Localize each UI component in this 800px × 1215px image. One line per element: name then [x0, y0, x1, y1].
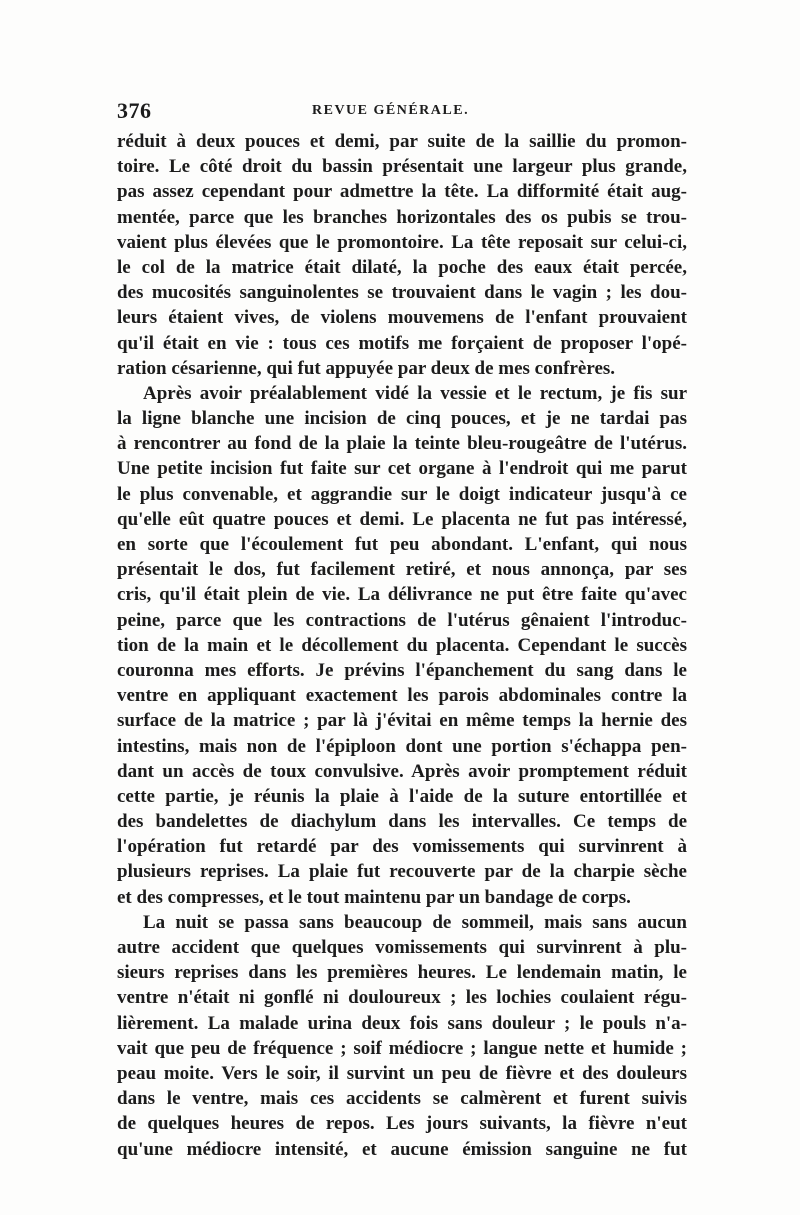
text-line: vaient plus élevées que le promontoire. La tête reposait sur celui-ci,: [117, 231, 687, 253]
paragraph-3: [117, 910, 687, 1162]
text-line: intestins, mais non de l'épiploon dont une portion s'échappa pen-: [117, 735, 687, 757]
running-head: REVUE GÉNÉRALE.: [312, 103, 470, 118]
text-line: vait que peu de fréquence ; soif médiocre ; langue nette et humide ;: [117, 1037, 687, 1059]
text-line: leurs étaient vives, de violens mouvemens de l'enfant prouvaient: [117, 307, 687, 329]
text-line: réduit à deux pouces et demi, par suite de la saillie du promon-: [117, 131, 687, 152]
text-line: à rencontrer au fond de la plaie la teinte bleu-rougeâtre de l'utérus.: [117, 433, 687, 455]
text-line: autre accident que quelques vomissements qui survinrent à plu-: [117, 937, 687, 958]
paragraph-2: [117, 381, 687, 910]
text-line: Après avoir préalablement vidé la vessie et le rectum, je fis sur: [143, 382, 687, 404]
page-number: 376: [117, 98, 152, 123]
text-line: l'opération fut retardé par des vomissements qui survinrent à: [117, 836, 687, 858]
text-line: qu'il était en vie : tous ces motifs me forçaient de proposer l'opé-: [117, 332, 687, 354]
text-line: en sorte que l'écoulement fut peu abondant. L'enfant, qui nous: [117, 534, 687, 555]
text-line: des bandelettes de diachylum dans les intervalles. Ce temps de: [117, 811, 687, 833]
text-line: qu'une médiocre intensité, et aucune émission sanguine ne fut: [117, 1138, 687, 1160]
text-line: cette partie, je réunis la plaie à l'aide de la suture entortillée et: [117, 785, 687, 807]
text-line: ration césarienne, qui fut appuyée par deux de mes confrères.: [117, 357, 616, 379]
text-line: qu'elle eût quatre pouces et demi. Le placenta ne fut pas intéressé,: [117, 508, 687, 530]
text-line: toire. Le côté droit du bassin présentait une largeur plus grande,: [117, 156, 687, 178]
text-line: et des compresses, et le tout maintenu par un bandage de corps.: [117, 886, 631, 908]
text-line: de quelques heures de repos. Les jours suivants, la fièvre n'eut: [117, 1113, 687, 1135]
text-line: peine, parce que les contractions de l'utérus gênaient l'introduc-: [117, 609, 687, 631]
text-line: La nuit se passa sans beaucoup de sommeil, mais sans aucun: [143, 911, 687, 933]
body-text: [117, 129, 687, 1162]
text-line: lièrement. La malade urina deux fois sans douleur ; le pouls n'a-: [117, 1012, 687, 1034]
text-line: ventre n'était ni gonflé ni douloureux ; les lochies coulaient régu-: [117, 987, 687, 1009]
text-line: pas assez cependant pour admettre la tête. La difformité était aug-: [117, 181, 687, 203]
text-line: couronna mes efforts. Je prévins l'épanchement du sang dans le: [117, 659, 687, 681]
text-line: des mucosités sanguinolentes se trouvaient dans le vagin ; les dou-: [117, 282, 687, 304]
text-line: mentée, parce que les branches horizontales des os pubis se trou-: [117, 206, 687, 228]
text-line: Une petite incision fut faite sur cet organe à l'endroit qui me parut: [117, 458, 687, 480]
text-line: le col de la matrice était dilaté, la poche des eaux était percée,: [117, 256, 687, 278]
text-line: la ligne blanche une incision de cinq pouces, et je ne tardai pas: [117, 408, 687, 430]
paragraph-1: [117, 129, 687, 381]
text-line: le plus convenable, et aggrandie sur le doigt indicateur jusqu'à ce: [117, 483, 687, 505]
text-line: tion de la main et le décollement du placenta. Cependant le succès: [117, 634, 687, 656]
text-line: ventre en appliquant exactement les parois abdominales contre la: [117, 685, 687, 707]
text-line: plusieurs reprises. La plaie fut recouverte par de la charpie sèche: [117, 861, 687, 883]
text-line: dans le ventre, mais ces accidents se calmèrent et furent suivis: [117, 1088, 687, 1110]
text-line: dant un accès de toux convulsive. Après avoir promptement réduit: [117, 760, 687, 782]
text-line: cris, qu'il était plein de vie. La délivrance ne put être faite qu'avec: [117, 584, 687, 606]
text-line: présentait le dos, fut facilement retiré, et nous annonça, par ses: [117, 559, 687, 581]
text-line: sieurs reprises dans les premières heures. Le lendemain matin, le: [117, 962, 687, 984]
text-line: peau moite. Vers le soir, il survint un peu de fièvre et des douleurs: [117, 1062, 687, 1084]
text-line: surface de la matrice ; par là j'évitai en même temps la hernie des: [117, 710, 687, 732]
